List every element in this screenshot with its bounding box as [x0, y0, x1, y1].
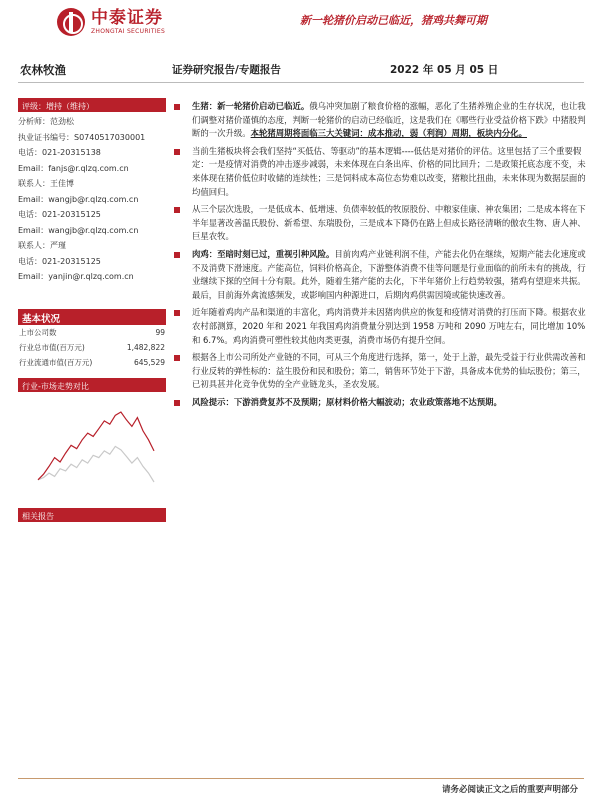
rating-bar: 评级：增持（维持） — [18, 98, 166, 112]
point-body: 根据各上市公司所处产业链的不同，可从三个角度进行选择，第一，处于上游，最先受益于行业供需改善和行业反转的弹性标的：益生股份和民和股份；第二，销售环节处于下游，具备成本优势的仙坛股份；第三，已初具甚并化竞争优势的全产业链龙头，圣农发展。 — [192, 352, 586, 390]
footer-disclaimer: 请务必阅读正文之后的重要声明部分 — [441, 785, 578, 795]
analyst-line: 联系人：严瑾 — [18, 241, 66, 250]
basic-info-title: 基本状况 — [18, 309, 166, 325]
point-body: 近年随着鸡肉产品和渠道的丰富化，鸡肉消费并未因猪肉供应的恢复和疫情对消费的打压而下降。根据农业农村部测算，2020 年和 2021 年我国鸡肉消费量分别达到 1958 万吨和 2090 万吨左右，同比增加 10% 和 6.7%。鸡肉消费可塑性较其他肉类更强，消费市场仍有提升空间。 — [192, 307, 586, 345]
sidebar — [18, 98, 166, 522]
point-emphasis: 本轮猪周期将面临三大关键词：成本推动，弱（利润）周期，板块内分化。 — [250, 128, 527, 139]
trend-chart — [18, 392, 166, 502]
point-heading: 风险提示： — [192, 396, 234, 407]
sector-name: 农林牧渔 — [20, 63, 66, 77]
point-body: 从三个层次选股，一是低成本、低增速、负债率较低的牧原股份、中粮家佳康、神农集团；二是成本将在下半年显著改善温氏股份、新希望、东瑞股份，三是成本下降仍在路上但成长路径清晰的傲农生物、唐人神、巨星农牧。 — [192, 204, 586, 242]
analyst-line: 电话：021-20315125 — [18, 256, 101, 266]
basic-value: 99 — [155, 327, 165, 337]
point-body: 当前生猪板块将会我们坚持“买低估、等驱动”的基本逻辑----低估是对猪价的评估。这里包括了三个重要假定：一是疫情对消费的冲击逐步减弱，未来体现在白条出库、价格的同比回升；二是政策托底态度不变，未来体现在猪价低位时收储的连续性；三是饲料成本高位态势难以改变，猪粮比扭曲，未来体现为数据层面的均值回归。 — [192, 145, 586, 197]
logo-emblem-icon — [57, 8, 85, 36]
analyst-line: Email：wangjb@r.qlzq.com.cn — [18, 194, 139, 204]
analyst-line: 电话：021-20315138 — [18, 148, 101, 157]
series-line-1 — [38, 446, 154, 482]
point-heading: 肉鸡：至暗时刻已过，重视引种风险。 — [192, 248, 335, 259]
analyst-line: Email：fanjs@r.qlzq.com.cn — [18, 163, 129, 173]
point-heading: 生猪：新一轮猪价启动已临近。 — [192, 101, 310, 111]
summary-point — [168, 351, 586, 392]
logo-name-cn: 中泰证券 — [91, 7, 163, 28]
analyst-line: 分析师：范劲松 — [18, 117, 74, 126]
header-divider — [18, 82, 584, 83]
analyst-line: Email：yanjin@r.qlzq.com.cn — [18, 272, 134, 281]
logo-name-en: ZHONGTAI SECURITIES — [91, 27, 166, 35]
analyst-line: Email：wangjb@r.qlzq.com.cn — [18, 225, 139, 235]
summary-point — [168, 306, 586, 347]
analyst-line: 执业证书编号：S0740517030001 — [18, 132, 146, 142]
summary-point — [168, 203, 586, 244]
summary-point — [168, 100, 586, 141]
trend-chart-svg — [18, 392, 166, 502]
report-slogan: 新一轮猪价启动已临近，猪鸡共舞可期 — [300, 14, 487, 27]
risk-point — [168, 396, 586, 410]
basic-value: 1,482,822 — [126, 342, 165, 352]
company-logo — [57, 8, 165, 36]
analyst-line: 联系人：王佳博 — [18, 179, 74, 188]
summary-point — [168, 145, 586, 199]
basic-label: 上市公司数 — [19, 327, 57, 337]
series-line-0 — [38, 412, 154, 480]
analyst-line: 电话：021-20315125 — [18, 210, 101, 219]
related-reports-title: 相关报告 — [18, 508, 166, 522]
summary-point — [168, 248, 586, 302]
basic-label: 行业总市值(百万元) — [19, 342, 85, 352]
point-body: 俄乌冲突加剧了粮食价格的涨幅，恶化了生猪养殖企业的生存状况，也让我们调整对猪价谨慎的态度，判断一轮猪价的启动已经临近，这是我们在《哪些行业受益价格下跌》中猪股判断的一次升级。 — [192, 101, 586, 139]
basic-label: 行业流通市值(百万元) — [19, 357, 93, 367]
report-type: 证券研究报告/专题报告 — [172, 64, 281, 76]
point-body: 目前肉鸡产业链利润不佳，产能去化仍在继续，短期产能去化速度或不及消费下滑速度。产能高位，饲料价格高企，下游整体消费不佳等问题是行业面临的前所未有的挑战，行业继续下探的空间十分有限。此外，随着生猪产能的去化，下半年猪价上行趋势较强，猪鸡有望迎来共振。最后，目前海外禽流感频发，或影响国内种源进口，后期肉鸡供需因境或能快速改善。 — [192, 248, 586, 300]
table-row — [18, 325, 166, 340]
basic-value: 645,529 — [133, 357, 165, 367]
table-row — [18, 340, 166, 355]
basic-info-table — [18, 325, 166, 370]
table-row — [18, 355, 166, 370]
chart-title-bar: 行业-市场走势对比 — [18, 378, 166, 392]
risk-text: 下游消费复苏不及预期；原材料价格大幅波动；农业政策落地不达预期。 — [233, 396, 502, 407]
report-date: 2022 年 05 月 05 日 — [390, 64, 499, 76]
main-content — [168, 100, 586, 413]
footer-divider — [18, 778, 584, 779]
